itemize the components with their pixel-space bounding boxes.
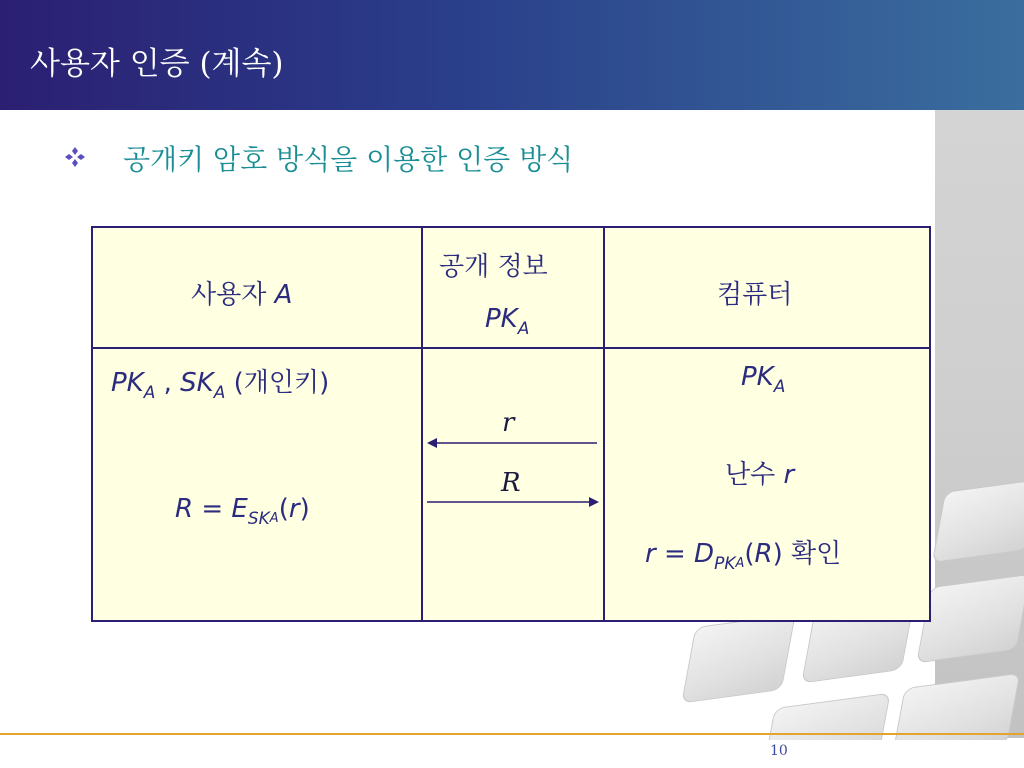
keyboard-key (916, 574, 1024, 664)
column-divider (421, 228, 423, 620)
user-sk-sub: A (213, 383, 226, 403)
comp-random-label: 난수 (725, 460, 776, 490)
verify-text: 확인 (791, 539, 842, 569)
header-computer: 컴퓨터 (717, 280, 793, 310)
verify-eq: = (655, 539, 695, 569)
slide-heading: 공개키 암호 방식을 이용한 인증 방식 (123, 143, 574, 176)
footer-line (0, 733, 1024, 735)
formula-e: E (231, 494, 248, 524)
arrow-right-label: R (501, 468, 521, 498)
keyboard-key (681, 614, 796, 704)
title-bar (0, 0, 1024, 110)
formula-open: ( (278, 494, 289, 524)
user-pk-sub: A (143, 383, 156, 403)
arrow-left-label: r (502, 408, 515, 438)
keyboard-key (932, 479, 1024, 563)
header-user-label: 사용자 (191, 280, 267, 310)
column-divider (603, 228, 605, 620)
comp-pk-sub: A (773, 377, 786, 397)
page-number: 10 (770, 743, 788, 759)
formula-eq: = (193, 494, 232, 524)
user-pk: PK (111, 368, 144, 398)
user-sk: SK (180, 368, 214, 398)
header-user-var: A (274, 280, 293, 310)
user-keys (111, 362, 330, 403)
diamond-cluster-icon (64, 146, 86, 168)
verify-close: ) (772, 539, 783, 569)
user-formula (175, 494, 310, 529)
header-user (191, 274, 292, 311)
verify-d-sub: PK (714, 554, 736, 574)
user-sep: , (155, 368, 181, 398)
comp-random-var: r (783, 460, 795, 490)
computer-pk (741, 362, 786, 397)
verify-d: D (694, 539, 715, 569)
slide-title: 사용자 인증 (계속) (30, 46, 284, 82)
row-divider (93, 347, 929, 349)
header-public-key (485, 304, 530, 339)
formula-e-subsub: A (269, 511, 279, 526)
verify-lhs: r (645, 539, 656, 569)
verify-arg: R (754, 539, 773, 569)
formula-lhs: R (175, 494, 194, 524)
verify-d-subsub: A (735, 556, 745, 571)
arrow-right-icon (427, 495, 599, 509)
comp-pk: PK (741, 362, 774, 392)
formula-arg: r (288, 494, 300, 524)
computer-random (725, 454, 794, 491)
header-public-info: 공개 정보 (439, 252, 548, 282)
user-private-key-label: (개인키) (233, 368, 330, 398)
header-pk: PK (485, 304, 518, 334)
keyboard-key (891, 673, 1020, 740)
arrow-left-icon (427, 436, 599, 450)
auth-protocol-table (91, 226, 931, 622)
formula-e-sub: SK (247, 509, 270, 529)
formula-close: ) (299, 494, 310, 524)
computer-verify (645, 533, 842, 574)
header-pk-sub: A (517, 319, 530, 339)
verify-open: ( (744, 539, 755, 569)
